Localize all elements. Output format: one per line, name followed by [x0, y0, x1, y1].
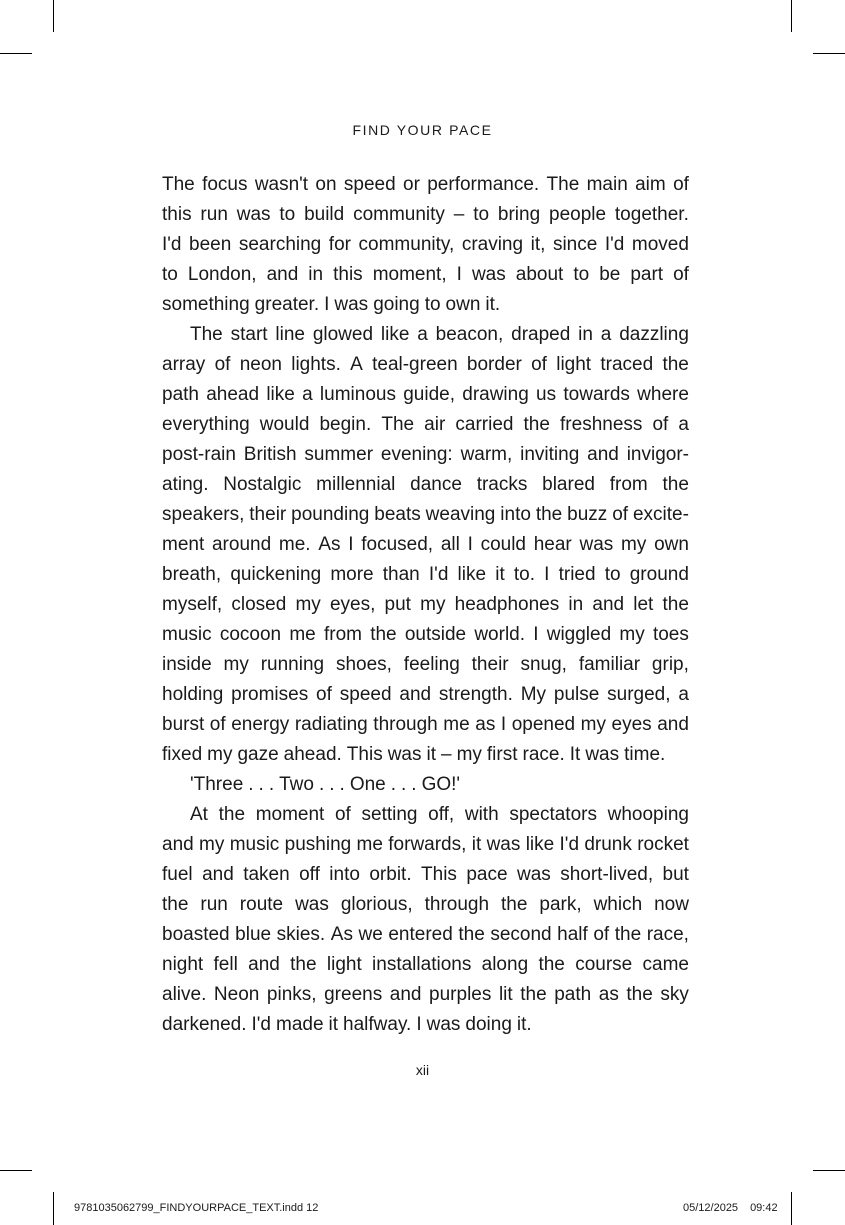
text-line: burst of energy radiating through me as I opened my eyes and — [162, 714, 689, 735]
crop-mark — [791, 1192, 792, 1225]
text-line: inside my running shoes, feeling their snug, familiar grip, — [162, 654, 689, 675]
crop-mark — [0, 1170, 32, 1171]
text-line: fuel and taken off into orbit. This pace was short-lived, but — [162, 864, 689, 885]
text-line: At the moment of setting off, with spectators whooping — [190, 804, 689, 825]
crop-mark — [53, 1192, 54, 1225]
text-line: The start line glowed like a beacon, draped in a dazzling — [190, 324, 689, 345]
page-number: xii — [415, 1062, 430, 1078]
text-line: night fell and the light installations along the course came — [162, 954, 689, 975]
slug-timestamp — [683, 1202, 778, 1214]
text-line: this run was to build community – to bring people together. — [162, 204, 689, 225]
text-line: alive. Neon pinks, greens and purples lit the path as the sky — [162, 984, 689, 1005]
crop-mark — [791, 0, 792, 32]
text-line: something greater. I was going to own it. — [162, 294, 501, 315]
text-line: speakers, their pounding beats weaving into the buzz of excite- — [162, 504, 689, 525]
text-line: boasted blue skies. As we entered the second half of the race, — [162, 924, 689, 945]
text-line: breath, quickening more than I'd like it to. I tried to ground — [162, 564, 689, 585]
crop-mark — [813, 1170, 845, 1171]
text-line: myself, closed my eyes, put my headphones in and let the — [162, 594, 689, 615]
crop-mark — [0, 53, 32, 54]
text-line: everything would begin. The air carried the freshness of a — [162, 414, 689, 435]
text-line: ment around me. As I focused, all I could hear was my own — [162, 534, 689, 555]
text-line: 'Three . . . Two . . . One . . . GO!' — [190, 774, 461, 795]
slug-date: 05/12/2025 — [683, 1202, 739, 1214]
text-line: I'd been searching for community, craving it, since I'd moved — [162, 234, 689, 255]
text-line: The focus wasn't on speed or performance. The main aim of — [162, 174, 689, 195]
text-line: darkened. I'd made it halfway. I was doing it. — [162, 1014, 532, 1035]
text-line: array of neon lights. A teal-green border of light traced the — [162, 354, 689, 375]
text-line: ating. Nostalgic millennial dance tracks blared from the — [162, 474, 689, 495]
text-line: the run route was glorious, through the park, which now — [162, 894, 689, 915]
text-line: fixed my gaze ahead. This was it – my first race. It was time. — [162, 744, 666, 765]
text-line: post-rain British summer evening: warm, inviting and invigor- — [162, 444, 689, 465]
crop-mark — [53, 0, 54, 32]
text-line: and my music pushing me forwards, it was like I'd drunk rocket — [162, 834, 689, 855]
text-line: holding promises of speed and strength. My pulse surged, a — [162, 684, 689, 705]
crop-mark — [813, 53, 845, 54]
text-line: music cocoon me from the outside world. I wiggled my toes — [162, 624, 689, 645]
running-head: FIND YOUR PACE — [352, 122, 493, 138]
slug-filename: 9781035062799_FINDYOURPACE_TEXT.indd 12 — [74, 1202, 319, 1214]
slug-time: 09:42 — [750, 1202, 778, 1214]
text-line: to London, and in this moment, I was about to be part of — [162, 264, 689, 285]
body-text — [162, 170, 689, 1040]
text-line: path ahead like a luminous guide, drawing us towards where — [162, 384, 689, 405]
